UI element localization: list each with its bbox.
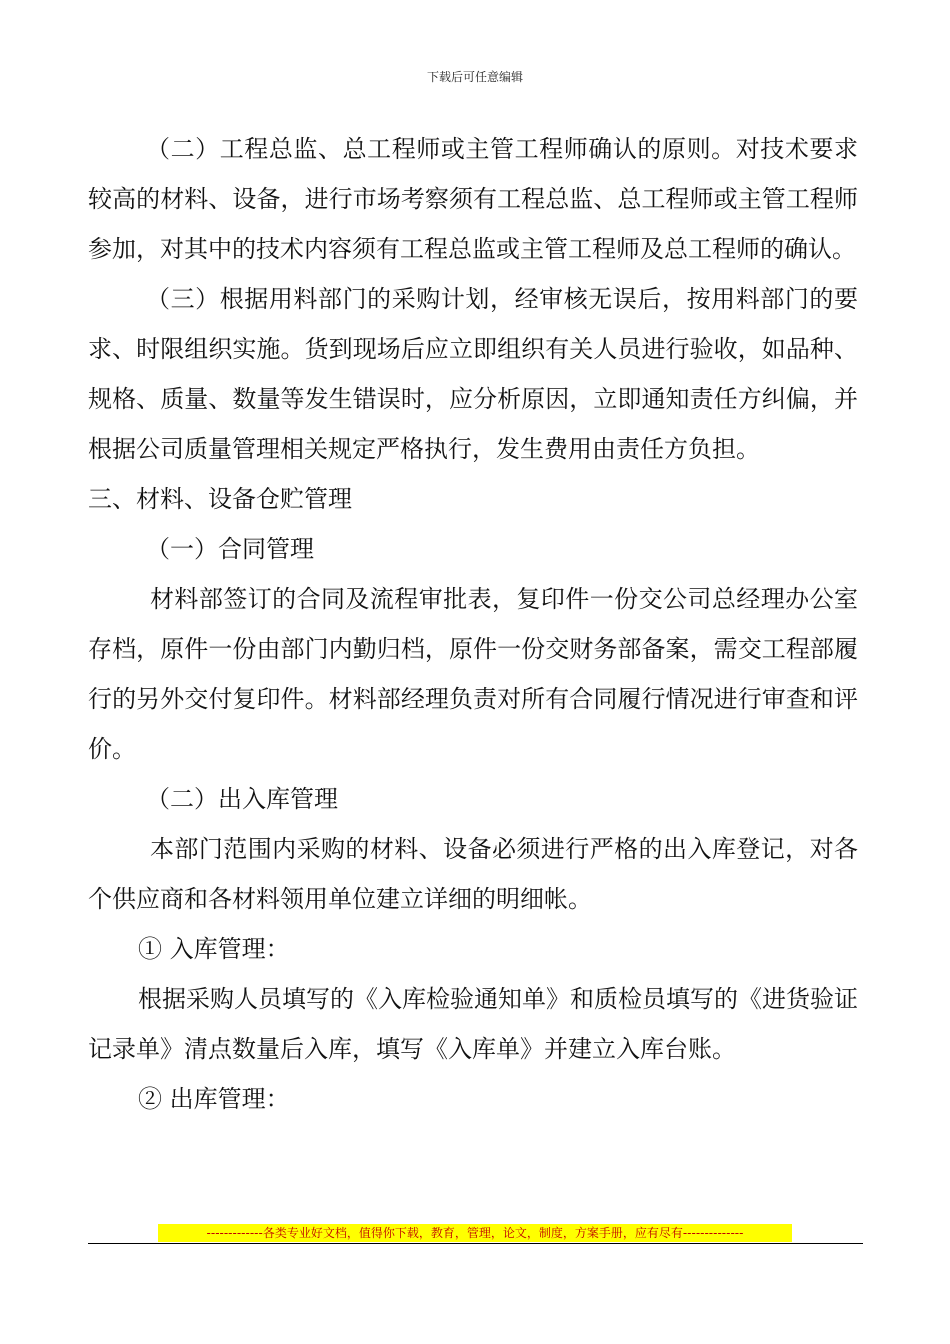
paragraph-confirmation-principle: （二）工程总监、总工程师或主管工程师确认的原则。对技术要求较高的材料、设备，进行市场考察须有工程总监、总工程师或主管工程师参加，对其中的技术内容须有工程总监或主管工程师及总工程师的确认。 <box>88 135 858 263</box>
subheading-contract-management: （一）合同管理 <box>146 535 314 563</box>
footer-banner: -------------各类专业好文档，值得你下载，教育，管理，论文，制度，方案手册，应有尽有-------------- <box>158 1224 792 1242</box>
paragraph-contract-management: 材料部签订的合同及流程审批表，复印件一份交公司总经理办公室存档，原件一份由部门内勤归档，原件一份交财务部备案，需交工程部履行的另外交付复印件。材料部经理负责对所有合同履行情况进行审查和评价。 <box>88 585 858 763</box>
footer-divider <box>88 1243 863 1244</box>
subheading-inbound: ① 入库管理： <box>138 935 290 963</box>
section-heading-storage: 三、材料、设备仓贮管理 <box>88 485 352 513</box>
header-note: 下载后可任意编辑 <box>426 70 523 84</box>
paragraph-inout-management: 本部门范围内采购的材料、设备必须进行严格的出入库登记，对各个供应商和各材料领用单位建立详细的明细帐。 <box>88 835 858 913</box>
subheading-outbound: ② 出库管理： <box>138 1085 290 1113</box>
paragraph-inbound: 根据采购人员填写的《入库检验通知单》和质检员填写的《进货验证记录单》清点数量后入库，填写《入库单》并建立入库台账。 <box>88 985 858 1063</box>
subheading-inout-management: （二）出入库管理 <box>146 785 338 813</box>
document-body <box>88 124 858 1124</box>
paragraph-procurement-plan: （三）根据用料部门的采购计划，经审核无误后，按用料部门的要求、时限组织实施。货到现场后应立即组织有关人员进行验收，如品种、规格、质量、数量等发生错误时，应分析原因，立即通知责任方纠偏，并根据公司质量管理相关规定严格执行，发生费用由责任方负担。 <box>88 285 858 463</box>
